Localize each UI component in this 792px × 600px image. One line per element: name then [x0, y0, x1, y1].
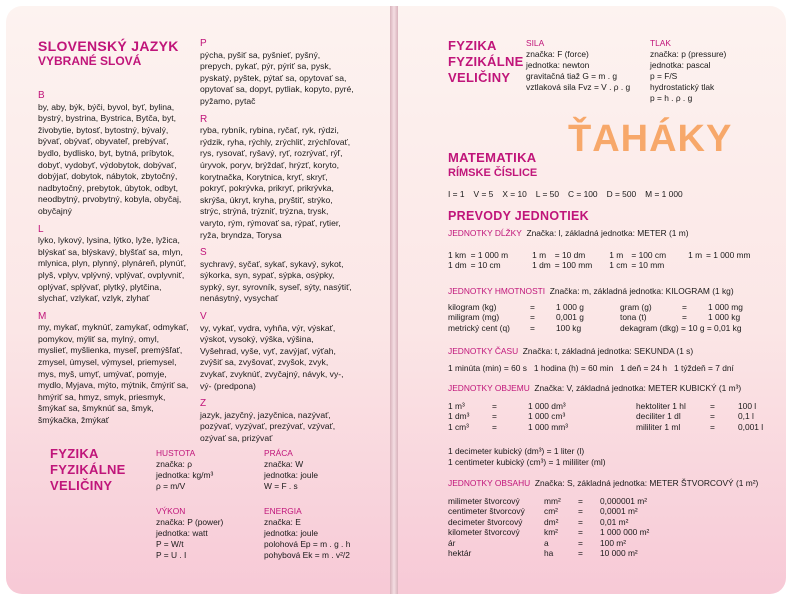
roman-numerals: I = 1 V = 5 X = 10 L = 50 C = 100 D = 500 M = 1 000	[448, 189, 683, 199]
right-physics-title: FYZIKA FYZIKÁLNE VELIČINY	[448, 38, 524, 85]
group-b: B by, aby, býk, býči, byvol, byť, bylina, bystrý, bystrina, Bystrica, Bytča, byt, živobytie, bytosť, bytostný, bývalý, bývať, obývať, obyvateľ, prebývať, bydlo, bydlisko, byt, bytná, príbytok, dobyť, vydobyť, výdobytok, dobývať, dobýjať, dobytok, nábytok, zbytočný, nadbytočný, prebytok, úbytok, odbyt, neodbytný, prvobytný, kobyla, obyčaj, obyčajný	[38, 90, 182, 216]
vybrane-slova-col1	[38, 84, 190, 427]
vykon-block: VÝKON značka: P (power) jednotka: watt P = W/t P = U . I	[156, 506, 224, 560]
table-row: decimeter štvorcový dm² = 0,01 m²	[448, 516, 629, 527]
hustota-block: HUSTOTA značka: ρ jednotka: kg/m³ ρ = m/V	[156, 448, 214, 491]
tlak-block: TLAK značka: p (pressure) jednotka: pascal p = F/S hydrostatický tlak p = h . ρ . g	[650, 38, 727, 103]
dlzky-table	[448, 250, 755, 271]
group-v: V vy, vykať, vydra, vyhňa, výr, výskať, výskot, vysoký, výška, výšina, Vyšehrad, vyše, vyť, zavýjať, výťah, zvýšiť sa, zvyšovať, zvyšok, zvyk, zvykať, zvyknúť, zvyčajný, návyk, vy-, vý- (predpona)	[200, 311, 344, 391]
table-row: 1 m³ = 1 000 dm³ hektoliter 1 hl = 100 l	[448, 401, 757, 411]
group-s: S sychravý, syčať, sykať, sykavý, sykot, sýkorka, syn, sypať, sýpka, osýpky, sypký, syr, syrovník, syseľ, sýty, nasýtiť, nenásytný, vysychať	[200, 247, 352, 304]
table-row: kilometer štvorcový km² = 1 000 000 m²	[448, 527, 650, 538]
table-row: milimeter štvorcový mm² = 0,000001 m²	[448, 496, 648, 506]
sk-subtitle: VYBRANÉ SLOVÁ	[38, 54, 142, 68]
group-m: M my, mykať, myknúť, zamykať, odmykať, pomykov, mýliť sa, mylný, omyl, myslieť, myšlienka, myseľ, premýšľať, zmysel, úmysel, výmysel, priemysel, mys, myš, umyť, umývať, pomyje, mydlo, Myjava, mýto, mýtnik, čmýriť sa, hmýriť sa, hmyz, smyk, priesmyk, šmýkať sa, šmyknúť sa, šmyk, šmýkačka, žmýkať	[38, 310, 189, 426]
sk-title-block	[38, 38, 179, 69]
right-page	[398, 6, 786, 594]
group-l: L lyko, lykový, lysina, lýtko, lyže, lyžica, blýskať sa, blýskavý, blyšťať sa, mlyn, mlynica, plyn, plynný, plynáreň, plynúť, plyš, vplyv, vplývný, vplývať, ovplyvniť, oplývať, splývať, plytký, plytčina, slychať, vzlykať, vzlyk, zlyhať	[38, 223, 186, 304]
sila-block: SILA značka: F (force) jednotka: newton gravitačná tiaž G = m . g vztlaková sila Fvz = V . ρ . g	[526, 38, 631, 92]
vybrane-slova-col2	[200, 38, 354, 445]
group-z: Z jazyk, jazyčný, jazyčnica, nazývať, pozývať, vyzývať, prezývať, vzývať, ozývať sa, prizývať	[200, 398, 336, 443]
group-p: P pýcha, pyšiť sa, pyšnieť, pyšný, prepych, pykať, pýr, pýriť sa, pysk, pyskatý, pyštek, pýtať sa, opytovať sa, opytovať sa, dopyt, pytliak, kopyto, pyré, pyžamo, pytač	[200, 38, 354, 106]
dlzky-header: JEDNOTKY DĹŽKY Značka: l, základná jednotka: METER (1 m)	[448, 228, 689, 238]
prevody-title: PREVODY JEDNOTIEK	[448, 209, 590, 223]
obsahu-table	[448, 496, 653, 558]
objemu-header: JEDNOTKY OBJEMU Značka: V, základná jednotka: METER KUBICKÝ (1 m³)	[448, 383, 742, 393]
table-row: hektár ha = 10 000 m²	[448, 548, 638, 559]
objemu-notes: 1 decimeter kubický (dm³) = 1 liter (l) 1 centimeter kubický (cm³) = 1 mililiter (ml)	[448, 446, 606, 467]
energia-block: ENERGIA značka: E jednotka: joule polohová Ep = m . g . h pohybová Ek = m . v²/2	[264, 506, 351, 560]
table-row: 1 dm³ = 1 000 cm³ deciliter 1 dl = 0,1 l	[448, 411, 754, 422]
casu-header: JEDNOTKY ČASU Značka: t, základná jednotka: SEKUNDA (1 s)	[448, 346, 694, 356]
book-spine	[390, 6, 398, 594]
table-row: 1 dm = 10 cm 1 dm = 100 mm 1 cm = 10 mm	[448, 260, 665, 271]
table-row: 1 km = 1 000 m 1 m = 10 dm 1 m = 100 cm 1 m = 1 000 mm	[448, 250, 751, 260]
hmotnosti-table	[448, 302, 747, 333]
hmotnosti-header: JEDNOTKY HMOTNOSTI Značka: m, základná jednotka: KILOGRAM (1 kg)	[448, 286, 734, 296]
casu-line: 1 minúta (min) = 60 s 1 hodina (h) = 60 min 1 deň = 24 h 1 týždeň = 7 dní	[448, 363, 734, 373]
table-row: kilogram (kg) = 1 000 g gram (g) = 1 000 mg	[448, 302, 743, 312]
sk-title: SLOVENSKÝ JAZYK	[38, 38, 179, 54]
objemu-table	[448, 401, 767, 432]
table-row: 1 cm³ = 1 000 mm³ mililiter 1 ml = 0,001 l	[448, 421, 764, 432]
math-title-block: MATEMATIKA RÍMSKE ČÍSLICE	[448, 150, 538, 179]
praca-block: PRÁCA značka: W jednotka: joule W = F . s	[264, 448, 319, 491]
left-physics-title: FYZIKA FYZIKÁLNE VELIČINY	[50, 446, 126, 493]
tahaky-heading: ŤAHÁKY	[568, 118, 733, 160]
group-r: R ryba, rybník, rybina, ryčať, ryk, rýdzi, rýdzik, ryha, rýchly, zrýchliť, zrýchľovať, rys, rysovať, ryšavý, ryť, rozrývať, rýľ, úryvok, poryv, brýždať, hrýzť, koryto, korytnačka, Korytnica, kryť, skryť, pokryť, pokrývka, prikryť, prikrývka, skrýša, úkryt, kryha, pryštiť, strýko, strýc, strýná, trýzniť, trýzna, trysk, varyto, rým, rýmovať sa, rýpať, rytier, ryža, bryndza, Torysa	[200, 113, 351, 240]
left-page	[6, 6, 390, 594]
obsahu-header: JEDNOTKY OBSAHU Značka: S, základná jednotka: METER ŠTVORCOVÝ (1 m²)	[448, 478, 759, 488]
table-row: miligram (mg) = 0,001 g tona (t) = 1 000 kg	[448, 312, 741, 323]
table-row: centimeter štvorcový cm² = 0,0001 m²	[448, 506, 638, 517]
table-row: metrický cent (q) = 100 kg dekagram (dkg) = 10 g = 0,01 kg	[448, 322, 742, 333]
table-row: ár a = 100 m²	[448, 537, 627, 548]
